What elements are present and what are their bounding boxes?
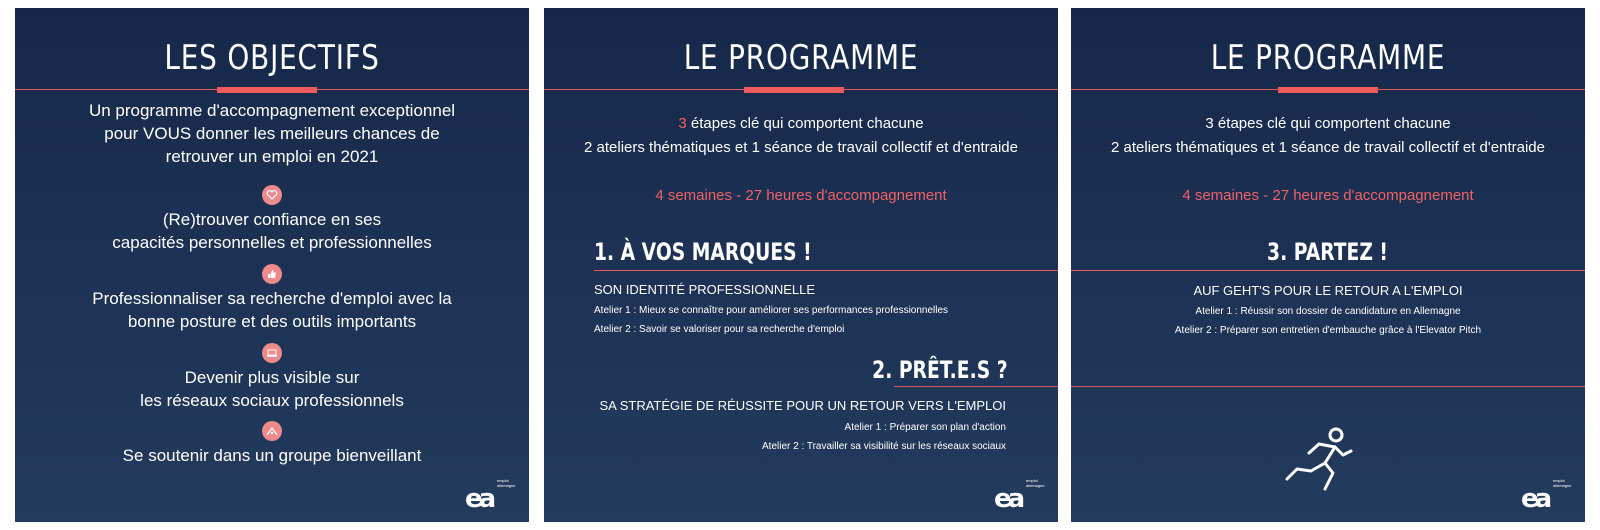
accent-bar: [744, 87, 844, 93]
logo: ea emploi allemagne: [994, 478, 1045, 514]
objective-item: Professionnaliser sa recherche d'emploi avec la bonne posture et des outils importants: [92, 289, 452, 331]
divider: [594, 270, 1058, 271]
atelier-item: Atelier 1 : Mieux se connaître pour améliorer ses performances professionnelles: [594, 305, 949, 316]
programme-panel-2: [1071, 8, 1585, 522]
panel-title: LE PROGRAMME: [683, 38, 919, 78]
objective-item: Devenir plus visible sur les réseaux sociaux professionnels: [140, 368, 404, 410]
step3-heading: 3. PARTEZ !: [1267, 238, 1389, 266]
step1-subtitle: SON IDENTITÉ PROFESSIONNELLE: [594, 282, 816, 297]
atelier-item: Atelier 2 : Travailler sa visibilité sur les réseaux sociaux: [762, 441, 1006, 452]
divider: [1071, 270, 1585, 271]
running-person-icon: [1281, 425, 1357, 495]
duration-text: 4 semaines - 27 heures d'accompagnement: [1182, 187, 1474, 204]
objectives-panel: [15, 8, 529, 522]
laptop-icon: [262, 343, 282, 363]
divider: [894, 386, 1058, 387]
atelier-item: Atelier 1 : Réussir son dossier de candidature en Allemagne: [1195, 306, 1461, 317]
atelier-item: Atelier 2 : Préparer son entretien d'embauche grâce à l'Elevator Pitch: [1174, 325, 1482, 336]
logo: ea emploi allemagne: [465, 478, 516, 514]
atelier-item: Atelier 1 : Préparer son plan d'action: [844, 422, 1006, 433]
objective-item: (Re)trouver confiance en ses capacités personnelles et professionnelles: [112, 210, 432, 252]
panel-title: LE PROGRAMME: [1210, 38, 1446, 78]
step1-heading: 1. À VOS MARQUES !: [594, 238, 812, 266]
accent-bar: [217, 87, 317, 93]
objective-item: Se soutenir dans un groupe bienveillant: [122, 446, 422, 465]
duration-text: 4 semaines - 27 heures d'accompagnement: [655, 187, 947, 204]
step3-subtitle: AUF GEHT'S POUR LE RETOUR A L'EMPLOI: [1193, 283, 1463, 298]
thumbs-up-icon: [262, 264, 282, 284]
step2-heading: 2. PRÊT.E.S ?: [872, 356, 1008, 384]
atelier-item: Atelier 2 : Savoir se valoriser pour sa recherche d'emploi: [594, 324, 845, 335]
step2-subtitle: SA STRATÉGIE DE RÉUSSITE POUR UN RETOUR VERS L'EMPLOI: [599, 398, 1006, 413]
logo: ea emploi allemagne: [1521, 478, 1572, 514]
group-icon: [262, 421, 282, 441]
panel-title: LES OBJECTIFS: [164, 38, 380, 78]
intro-text: 3 étapes clé qui comportent chacune 2 ateliers thématiques et 1 séance de travail collectif et d'entraide: [584, 115, 1018, 156]
heart-icon: [262, 185, 282, 205]
accent-bar: [1278, 87, 1378, 93]
divider: [1071, 386, 1585, 387]
intro-text: 3 étapes clé qui comportent chacune 2 ateliers thématiques et 1 séance de travail collectif et d'entraide: [1111, 115, 1545, 156]
programme-panel-1: [544, 8, 1058, 522]
intro-text: Un programme d'accompagnement exceptionnel pour VOUS donner les meilleurs chances de retrouver un emploi en 2021: [88, 101, 456, 166]
